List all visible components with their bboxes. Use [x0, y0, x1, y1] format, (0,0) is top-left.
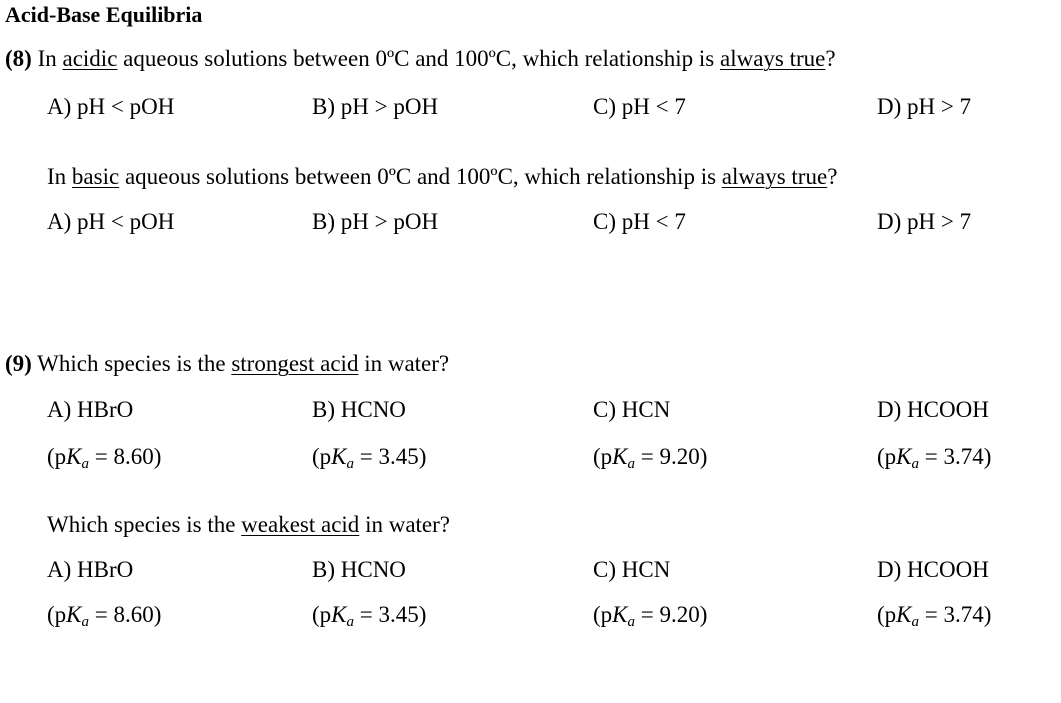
pka-open: (p — [593, 602, 613, 627]
pka-symbol: K — [331, 444, 347, 469]
pka-equals: = — [919, 444, 944, 469]
question-text: ? — [825, 46, 836, 71]
option-d[interactable]: D) pH > 7 — [877, 209, 972, 234]
question-text: aqueous solutions between 0ºC and 100ºC, which relationship is — [123, 46, 715, 71]
pka-value — [593, 603, 707, 630]
pka-close: ) — [418, 602, 427, 627]
pka-number: 3.45 — [378, 444, 419, 469]
pka-open: (p — [312, 444, 332, 469]
pka-close: ) — [418, 444, 427, 469]
pka-close: ) — [699, 602, 708, 627]
pka-close: ) — [153, 444, 162, 469]
pka-open: (p — [877, 444, 897, 469]
option-b[interactable]: B) HCNO — [312, 557, 406, 582]
pka-open: (p — [312, 602, 332, 627]
question-text: in water? — [364, 351, 450, 376]
pka-value — [312, 445, 426, 472]
question-8-acidic — [5, 47, 836, 70]
question-number: (9) — [5, 351, 32, 376]
underlined-keyword: weakest acid — [241, 512, 360, 537]
pka-symbol: K — [896, 602, 912, 627]
pka-close: ) — [699, 444, 708, 469]
pka-symbol: K — [896, 444, 912, 469]
pka-close: ) — [153, 602, 162, 627]
pka-open: (p — [877, 602, 897, 627]
option-b[interactable]: B) HCNO — [312, 397, 406, 422]
pka-number: 8.60 — [113, 602, 154, 627]
pka-subscript: a — [627, 456, 636, 472]
pka-symbol: K — [331, 602, 347, 627]
option-d[interactable]: D) pH > 7 — [877, 94, 972, 119]
underlined-keyword: always true — [720, 46, 826, 71]
pka-equals: = — [354, 444, 379, 469]
pka-number: 3.74 — [943, 444, 984, 469]
pka-equals: = — [89, 602, 114, 627]
pka-subscript: a — [346, 614, 355, 630]
pka-subscript: a — [627, 614, 636, 630]
option-c[interactable]: C) pH < 7 — [593, 209, 686, 234]
question-text: In — [47, 164, 67, 189]
pka-number: 9.20 — [659, 602, 700, 627]
pka-subscript: a — [911, 614, 920, 630]
pka-equals: = — [354, 602, 379, 627]
pka-value — [877, 603, 991, 630]
pka-equals: = — [635, 444, 660, 469]
pka-number: 9.20 — [659, 444, 700, 469]
pka-value — [47, 603, 161, 630]
option-c[interactable]: C) pH < 7 — [593, 94, 686, 119]
pka-equals: = — [635, 602, 660, 627]
pka-value — [593, 445, 707, 472]
pka-open: (p — [593, 444, 613, 469]
question-text: ? — [827, 164, 838, 189]
underlined-keyword: acidic — [62, 46, 118, 71]
section-title: Acid-Base Equilibria — [5, 2, 203, 27]
pka-subscript: a — [346, 456, 355, 472]
question-9-strongest — [5, 352, 449, 375]
pka-subscript: a — [911, 456, 920, 472]
pka-open: (p — [47, 444, 67, 469]
underlined-keyword: basic — [71, 164, 120, 189]
pka-symbol: K — [66, 444, 82, 469]
underlined-keyword: strongest acid — [231, 351, 359, 376]
option-d[interactable]: D) HCOOH — [877, 557, 989, 582]
pka-value — [47, 445, 161, 472]
question-text: Which species is the — [47, 512, 236, 537]
question-9-weakest — [47, 513, 450, 536]
question-text: in water? — [365, 512, 450, 537]
option-a[interactable]: A) HBrO — [47, 397, 134, 422]
question-number: (8) — [5, 46, 32, 71]
pka-equals: = — [919, 602, 944, 627]
option-a[interactable]: A) HBrO — [47, 557, 134, 582]
pka-symbol: K — [612, 602, 628, 627]
option-d[interactable]: D) HCOOH — [877, 397, 989, 422]
pka-number: 3.74 — [943, 602, 984, 627]
option-a[interactable]: A) pH < pOH — [47, 94, 175, 119]
pka-equals: = — [89, 444, 114, 469]
question-text: In — [37, 46, 57, 71]
pka-value — [877, 445, 991, 472]
pka-number: 3.45 — [378, 602, 419, 627]
pka-open: (p — [47, 602, 67, 627]
pka-close: ) — [983, 444, 992, 469]
question-8-basic — [47, 165, 837, 188]
option-b[interactable]: B) pH > pOH — [312, 94, 439, 119]
pka-close: ) — [983, 602, 992, 627]
option-c[interactable]: C) HCN — [593, 397, 671, 422]
underlined-keyword: always true — [721, 164, 828, 189]
pka-number: 8.60 — [113, 444, 154, 469]
pka-subscript: a — [81, 456, 90, 472]
pka-symbol: K — [612, 444, 628, 469]
pka-value — [312, 603, 426, 630]
option-c[interactable]: C) HCN — [593, 557, 671, 582]
option-b[interactable]: B) pH > pOH — [312, 209, 439, 234]
option-a[interactable]: A) pH < pOH — [47, 209, 175, 234]
pka-symbol: K — [66, 602, 82, 627]
question-text: aqueous solutions between 0ºC and 100ºC, which relationship is — [124, 164, 717, 189]
pka-subscript: a — [81, 614, 90, 630]
question-text: Which species is the — [37, 351, 226, 376]
